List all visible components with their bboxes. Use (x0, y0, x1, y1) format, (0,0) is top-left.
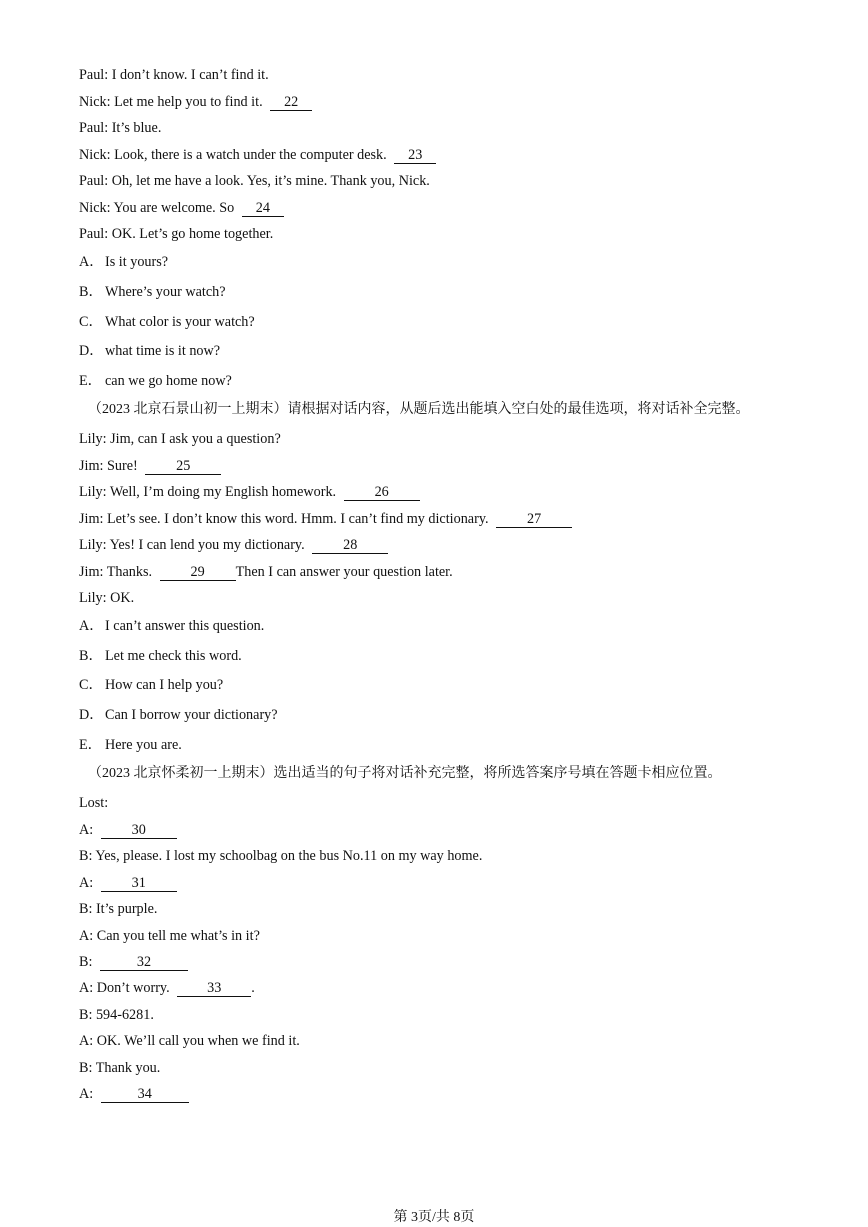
option-item: B． Let me check this word. (79, 648, 242, 664)
dialogue-line: Nick: Let me help you to find it. 22 (79, 93, 312, 111)
dialogue-line: Lily: Jim, can I ask you a question? (79, 431, 281, 447)
dialogue-line: A: 30 (79, 821, 177, 839)
option-item: D． Can I borrow your dictionary? (79, 707, 278, 723)
answer-blank[interactable]: 34 (101, 1087, 189, 1103)
dialogue-line: Jim: Thanks. 29 Then I can answer your question later. (79, 564, 453, 580)
answer-blank[interactable]: 33 (177, 981, 251, 997)
option-item: E． Here you are. (79, 737, 182, 753)
dialogue-line: Jim: Sure! 25 (79, 457, 221, 475)
dialogue-line: Paul: OK. Let’s go home together. (79, 226, 274, 242)
section-heading: （2023 北京石景山初一上期末）请根据对话内容，从题后选出能填入空白处的最佳选项，将对话补全完整。 (88, 402, 750, 417)
answer-blank[interactable]: 23 (394, 148, 436, 164)
answer-blank[interactable]: 31 (101, 876, 177, 892)
section-heading: （2023 北京怀柔初一上期末）选出适当的句子将对话补充完整，将所选答案序号填在答题卡相应位置。 (88, 766, 722, 781)
dialogue-line: Paul: I don’t know. I can’t find it. (79, 67, 269, 83)
answer-blank[interactable]: 30 (101, 823, 177, 839)
option-item: D． what time is it now? (79, 343, 221, 359)
dialogue-line: Nick: You are welcome. So 24 (79, 199, 284, 217)
dialogue-line: A: Don’t worry. 33 . (79, 980, 255, 996)
option-item: E． can we go home now? (79, 373, 232, 389)
dialogue-line: Lily: Yes! I can lend you my dictionary. 28 (79, 536, 388, 554)
dialogue-line: Paul: Oh, let me have a look. Yes, it’s mine. Thank you, Nick. (79, 173, 430, 189)
page-number-footer: 第 3页/共 8页 (393, 1210, 475, 1225)
dialogue-line: B: 594-6281. (79, 1007, 154, 1023)
dialogue-line: B: 32 (79, 953, 188, 971)
dialogue-line: B: Yes, please. I lost my schoolbag on the bus No.11 on my way home. (79, 848, 483, 864)
dialogue-line: Paul: It’s blue. (79, 120, 162, 136)
dialogue-line: Lily: Well, I’m doing my English homework. 26 (79, 483, 420, 501)
option-item: A． I can’t answer this question. (79, 618, 265, 634)
option-item: B． Where’s your watch? (79, 284, 226, 300)
answer-blank[interactable]: 22 (270, 95, 312, 111)
dialogue-line: B: Thank you. (79, 1060, 161, 1076)
answer-blank[interactable]: 29 (160, 565, 236, 581)
dialogue-line: A: 31 (79, 874, 177, 892)
dialogue-line: Jim: Let’s see. I don’t know this word. Hmm. I can’t find my dictionary. 27 (79, 510, 572, 528)
dialogue-line: A: OK. We’ll call you when we find it. (79, 1033, 300, 1049)
dialogue-line: Nick: Look, there is a watch under the computer desk. 23 (79, 146, 436, 164)
answer-blank[interactable]: 28 (312, 538, 388, 554)
option-item: A． Is it yours? (79, 254, 169, 270)
answer-blank[interactable]: 26 (344, 485, 420, 501)
option-item: C． What color is your watch? (79, 314, 255, 330)
dialogue-line: A: Can you tell me what’s in it? (79, 928, 260, 944)
answer-blank[interactable]: 32 (100, 955, 188, 971)
answer-blank[interactable]: 25 (145, 459, 221, 475)
dialogue-line: B: It’s purple. (79, 901, 158, 917)
dialogue-line: Lily: OK. (79, 590, 135, 606)
option-item: C． How can I help you? (79, 677, 224, 693)
answer-blank[interactable]: 27 (496, 512, 572, 528)
dialogue-line: A: 34 (79, 1085, 189, 1103)
answer-blank[interactable]: 24 (242, 201, 284, 217)
dialogue-line: Lost: (79, 795, 109, 811)
